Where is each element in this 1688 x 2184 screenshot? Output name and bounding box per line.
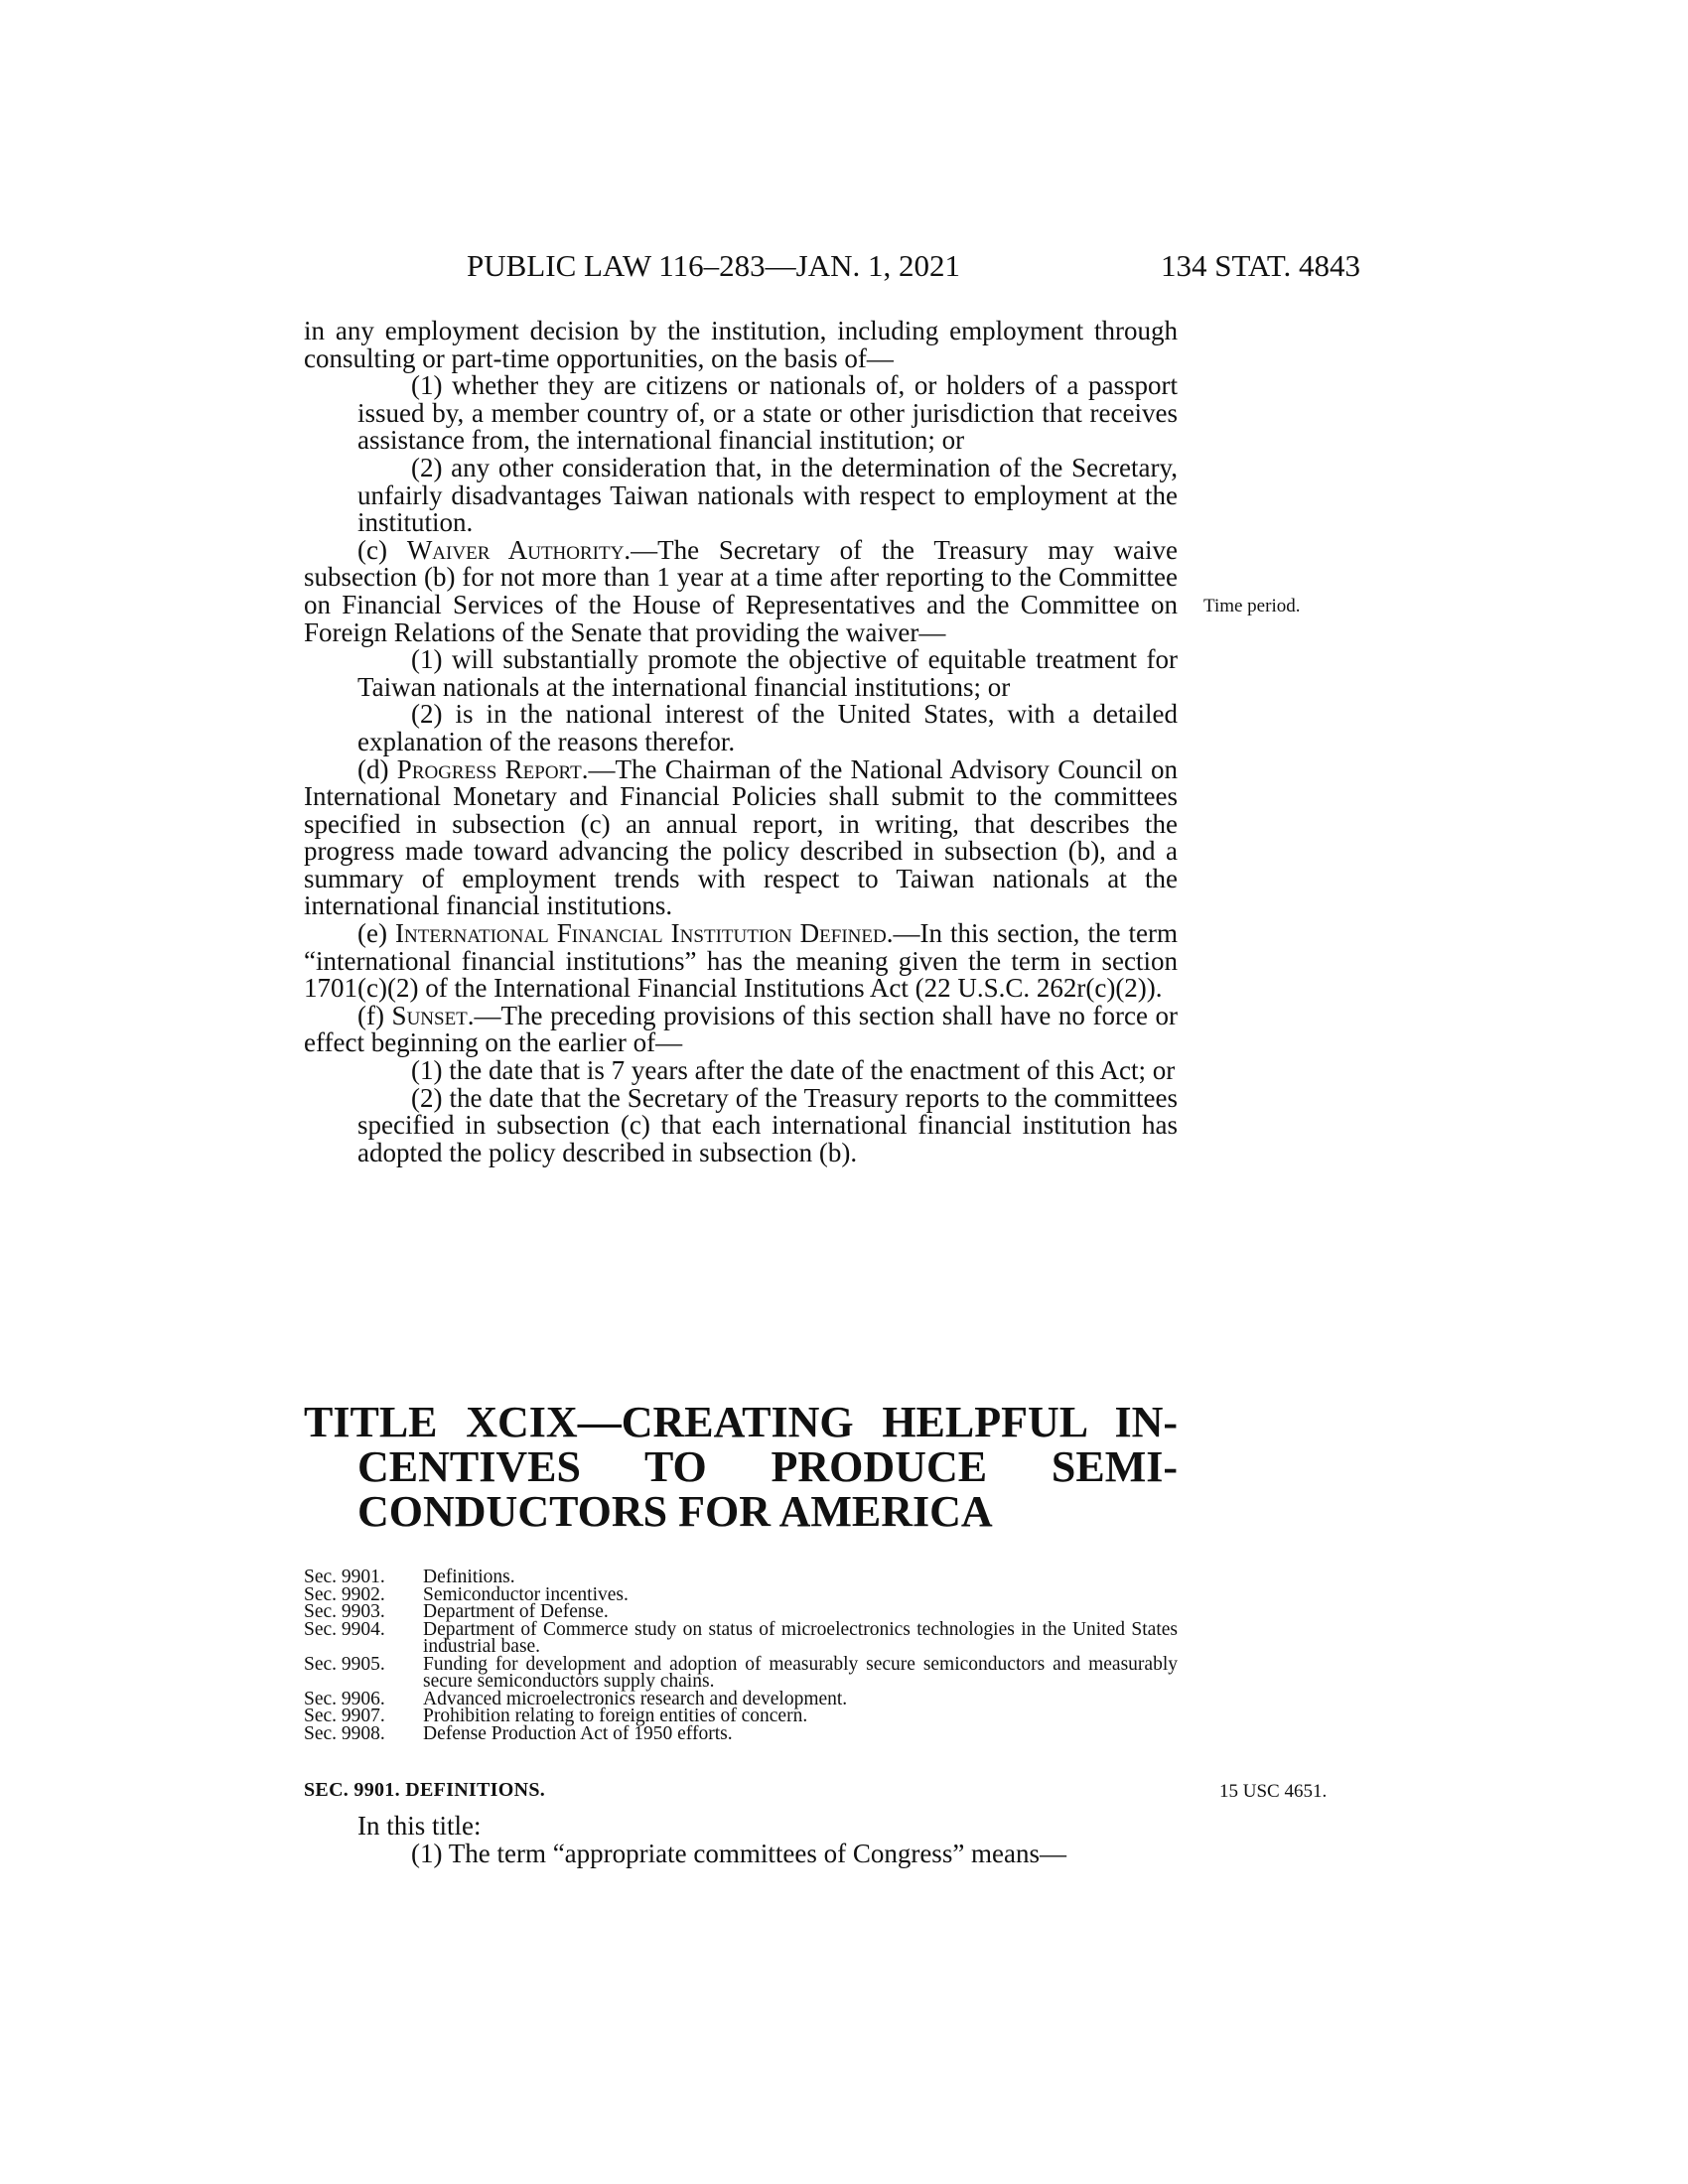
toc-row bbox=[304, 1722, 1178, 1744]
subsection-text: .—The Chairman of the National Advisory Council on International Monetary and Financial Policies shall submit to the committees specified in subsection (c) an annual report, in writing, that describes the progress made toward advancing the policy described in subsection (b), and a summary of employment trends with respect to Taiwan nationals at the international financial institutions. bbox=[304, 753, 1179, 921]
paragraph: in any employment decision by the institution, including employment through consulting or part-time opportunities, on the basis of— bbox=[304, 316, 1178, 373]
title-heading bbox=[304, 1400, 1178, 1534]
stat-page-number: 134 STAT. 4843 bbox=[1160, 248, 1360, 283]
table-of-contents bbox=[304, 1569, 1178, 1742]
toc-section-number: Sec. 9906. bbox=[304, 1688, 385, 1709]
title-line: TITLE XCIX—CREATING HELPFUL IN- bbox=[304, 1398, 1178, 1446]
toc-row bbox=[304, 1653, 1178, 1692]
toc-row bbox=[304, 1707, 1178, 1725]
running-head: PUBLIC LAW 116–283—JAN. 1, 2021 bbox=[467, 248, 960, 283]
subsection-c bbox=[304, 534, 1179, 647]
toc-section-number: Sec. 9905. bbox=[304, 1653, 385, 1675]
paragraph: (2) the date that the Secretary of the Treasury reports to the committees specified in subsection (c) that each international financial institution has adopted the policy described in subsection (b). bbox=[357, 1082, 1178, 1167]
definition-item: (1) The term “appropriate committees of Congress” means— bbox=[411, 1838, 1067, 1868]
toc-section-title: Department of Commerce study on status of microelectronics technologies in the United States industrial base. bbox=[423, 1618, 1178, 1657]
section-body bbox=[304, 1813, 1178, 1867]
toc-section-number: Sec. 9903. bbox=[304, 1601, 385, 1622]
toc-section-title: Definitions. bbox=[423, 1567, 515, 1587]
toc-section-number: Sec. 9902. bbox=[304, 1583, 385, 1605]
margin-note-usc: 15 USC 4651. bbox=[1219, 1781, 1328, 1802]
subsection-text: .—The Secretary of the Treasury may waive subsection (b) for not more than 1 year at a time after reporting to the Committee on Financial Services of the House of Representatives and the Committee on Foreign Relations of the Senate that providing the waiver— bbox=[304, 534, 1179, 647]
subsection-heading: Sunset bbox=[391, 1000, 468, 1030]
section-heading: SEC. 9901. DEFINITIONS. bbox=[304, 1779, 546, 1801]
toc-section-title: Advanced microelectronics research and development. bbox=[423, 1688, 848, 1709]
subsection-label: (f) bbox=[357, 1000, 392, 1030]
paragraph: (2) any other consideration that, in the determination of the Secretary, unfairly disadvantages Taiwan nationals with respect to employment at the institution. bbox=[357, 452, 1178, 538]
toc-row bbox=[304, 1603, 1178, 1621]
page-header bbox=[467, 248, 1360, 288]
toc-row bbox=[304, 1569, 1178, 1586]
subsection-label: (c) bbox=[357, 534, 407, 565]
subsection-label: (d) bbox=[357, 753, 397, 784]
subsection-text: .—In this section, the term “international financial institutions” has the meaning given the term in section 1701(c)(2) of the International Financial Institutions Act (22 U.S.C. 262r(c)(2)). bbox=[304, 918, 1178, 1004]
paragraph: (1) the date that is 7 years after the date of the enactment of this Act; or bbox=[411, 1055, 1176, 1086]
toc-section-number: Sec. 9901. bbox=[304, 1567, 385, 1587]
subsection-label: (e) bbox=[357, 918, 396, 949]
section-intro: In this title: bbox=[357, 1811, 482, 1841]
subsection-heading: Progress Report bbox=[396, 753, 582, 784]
toc-section-title: Semiconductor incentives. bbox=[423, 1583, 629, 1605]
toc-section-title: Department of Defense. bbox=[423, 1601, 609, 1622]
title-line: CENTIVES TO PRODUCE SEMI- bbox=[357, 1442, 1178, 1491]
paragraph: (1) will substantially promote the objective of equitable treatment for Taiwan nationals at the international financial institutions; or bbox=[357, 644, 1178, 702]
paragraph: (1) whether they are citizens or nationals of, or holders of a passport issued by, a member country of, or a state or other jurisdiction that receives assistance from, the international financial institution; or bbox=[357, 370, 1178, 456]
subsection-heading: International Financial Institution Defined bbox=[395, 918, 887, 949]
subsection-text: .—The preceding provisions of this section shall have no force or effect beginning on the earlier of— bbox=[304, 1000, 1178, 1058]
toc-section-number: Sec. 9908. bbox=[304, 1722, 385, 1744]
subsection-e bbox=[304, 920, 1178, 1003]
toc-section-title: Defense Production Act of 1950 efforts. bbox=[423, 1722, 733, 1744]
toc-section-number: Sec. 9904. bbox=[304, 1618, 385, 1640]
body-text bbox=[304, 318, 1178, 1166]
title-line: CONDUCTORS FOR AMERICA bbox=[357, 1487, 993, 1536]
toc-section-number: Sec. 9907. bbox=[304, 1706, 385, 1726]
toc-row bbox=[304, 1618, 1178, 1657]
paragraph: (2) is in the national interest of the United States, with a detailed explanation of the reasons therefor. bbox=[357, 699, 1178, 756]
subsection-heading: Waiver Authority bbox=[406, 534, 625, 565]
toc-section-title: Funding for development and adoption of measurably secure semiconductors and measurably secure semiconductors supply chains. bbox=[423, 1653, 1178, 1692]
toc-section-title: Prohibition relating to foreign entities of concern. bbox=[423, 1706, 808, 1726]
margin-note-time-period: Time period. bbox=[1203, 596, 1301, 616]
subsection-d bbox=[304, 753, 1179, 921]
subsection-f bbox=[304, 1000, 1178, 1058]
